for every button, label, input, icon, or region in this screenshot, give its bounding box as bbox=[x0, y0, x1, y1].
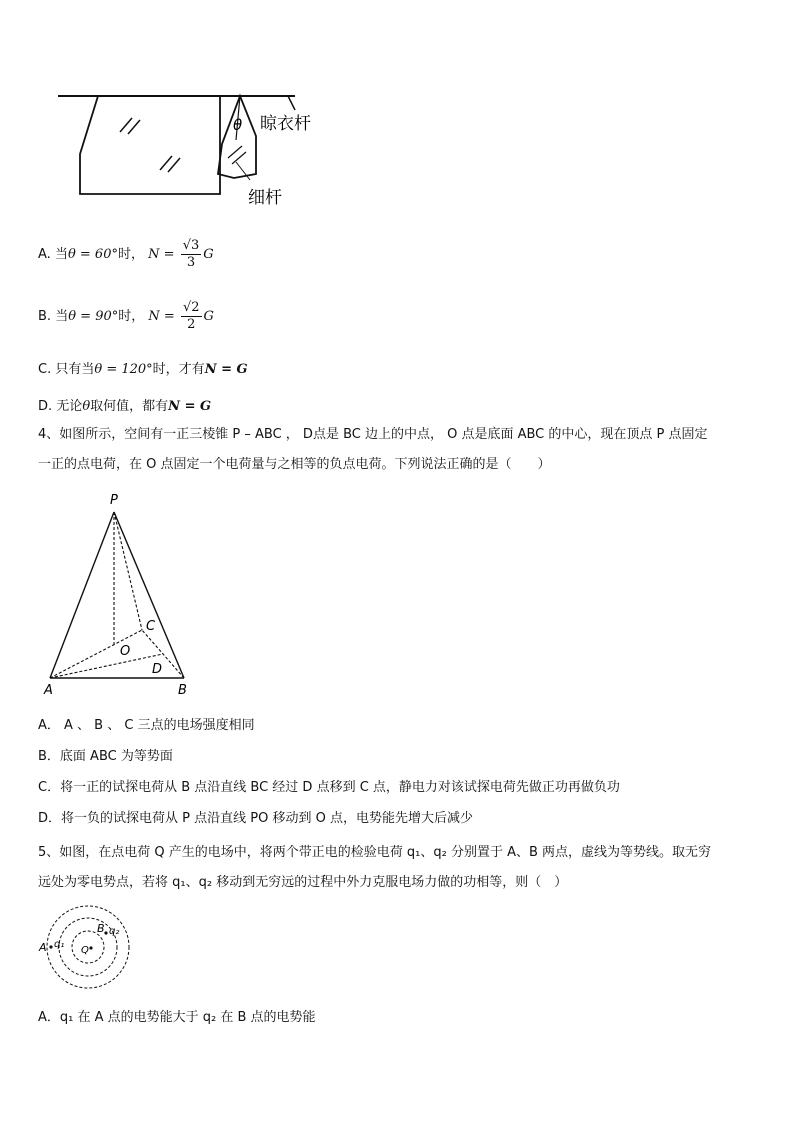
line-ad bbox=[50, 654, 163, 678]
q2-label: q₂ bbox=[109, 926, 120, 937]
vertex-b-label: B bbox=[178, 683, 187, 698]
vertex-a-label: A bbox=[44, 683, 53, 698]
clothes-rack-figure bbox=[50, 82, 350, 212]
charge-q-label: Q bbox=[81, 945, 89, 956]
glare-mark bbox=[168, 158, 180, 172]
q3-option-c: C. 只有当θ = 120°时，才有N = G bbox=[38, 362, 248, 377]
charge-q-dot bbox=[89, 946, 92, 949]
edge-pa bbox=[50, 512, 114, 678]
fraction: $\frac{√3}{3}$ bbox=[182, 238, 200, 270]
q3-option-b: B. 当θ = 90°时， N = $\frac{√2}{2}$ G bbox=[38, 300, 214, 332]
frame-glass-shape bbox=[80, 96, 220, 194]
q4-option-d: D．将一负的试探电荷从 P 点沿直线 PO 移动到 O 点，电势能先增大后减少 bbox=[38, 811, 473, 826]
q5-stem-line1: 5、如图，在点电荷 Q 产生的电场中，将两个带正电的检验电荷 q₁、q₂ 分别置于 A、B 两点，虚线为等势线。取无穷 bbox=[38, 845, 712, 860]
theta-label: θ bbox=[233, 116, 243, 134]
q4-option-a: A． A 、 B 、 C 三点的电场强度相同 bbox=[38, 718, 255, 733]
glare-mark bbox=[120, 118, 132, 132]
rod-label: 细杆 bbox=[248, 188, 282, 208]
midpoint-d-label: D bbox=[152, 662, 163, 677]
equipotential-figure bbox=[36, 904, 146, 994]
rack-label: 晾衣杆 bbox=[260, 114, 311, 134]
q3-option-a: A. 当θ = 60°时， N = $\frac{√3}{3}$ G bbox=[38, 238, 214, 270]
center-o-label: O bbox=[120, 644, 131, 659]
point-b-label: B bbox=[97, 922, 105, 935]
q5-option-a: A．q₁ 在 A 点的电势能大于 q₂ 在 B 点的电势能 bbox=[38, 1010, 316, 1025]
rack-rod-end bbox=[288, 96, 295, 110]
point-a-dot bbox=[49, 945, 52, 948]
point-a-label: A bbox=[39, 941, 47, 954]
glare-mark bbox=[128, 120, 140, 134]
point-b-dot bbox=[104, 931, 107, 934]
q1-label: q₁ bbox=[54, 939, 65, 950]
vertex-p-label: P bbox=[110, 493, 118, 508]
q3-option-d: D. 无论θ取何值，都有N = G bbox=[38, 399, 212, 414]
q5-stem-line2: 远处为零电势点，若将 q₁、q₂ 移动到无穷远的过程中外力克服电场力做的功相等，则（ ） bbox=[38, 875, 568, 890]
edge-pc bbox=[114, 512, 142, 630]
hatch-mark bbox=[228, 146, 242, 158]
q4-stem-line2: 一正的点电荷，在 O 点固定一个电荷量与之相等的负点电荷。下列说法正确的是（ ） bbox=[38, 457, 551, 472]
fraction: $\frac{√2}{2}$ bbox=[182, 300, 200, 332]
q4-option-c: C．将一正的试探电荷从 B 点沿直线 BC 经过 D 点移到 C 点，静电力对该试探电荷先做正功再做负功 bbox=[38, 780, 620, 795]
q4-option-b: B．底面 ABC 为等势面 bbox=[38, 749, 173, 764]
q4-stem-line1: 4、如图所示，空间有一正三棱锥 P – ABC ， D点是 BC 边上的中点， O 点是底面 ABC 的中心，现在顶点 P 点固定 bbox=[38, 427, 708, 442]
vertex-c-label: C bbox=[146, 619, 156, 634]
glare-mark bbox=[160, 156, 172, 170]
hatch-mark bbox=[232, 152, 246, 164]
hook-shape bbox=[218, 96, 256, 178]
pyramid-figure bbox=[38, 490, 198, 702]
